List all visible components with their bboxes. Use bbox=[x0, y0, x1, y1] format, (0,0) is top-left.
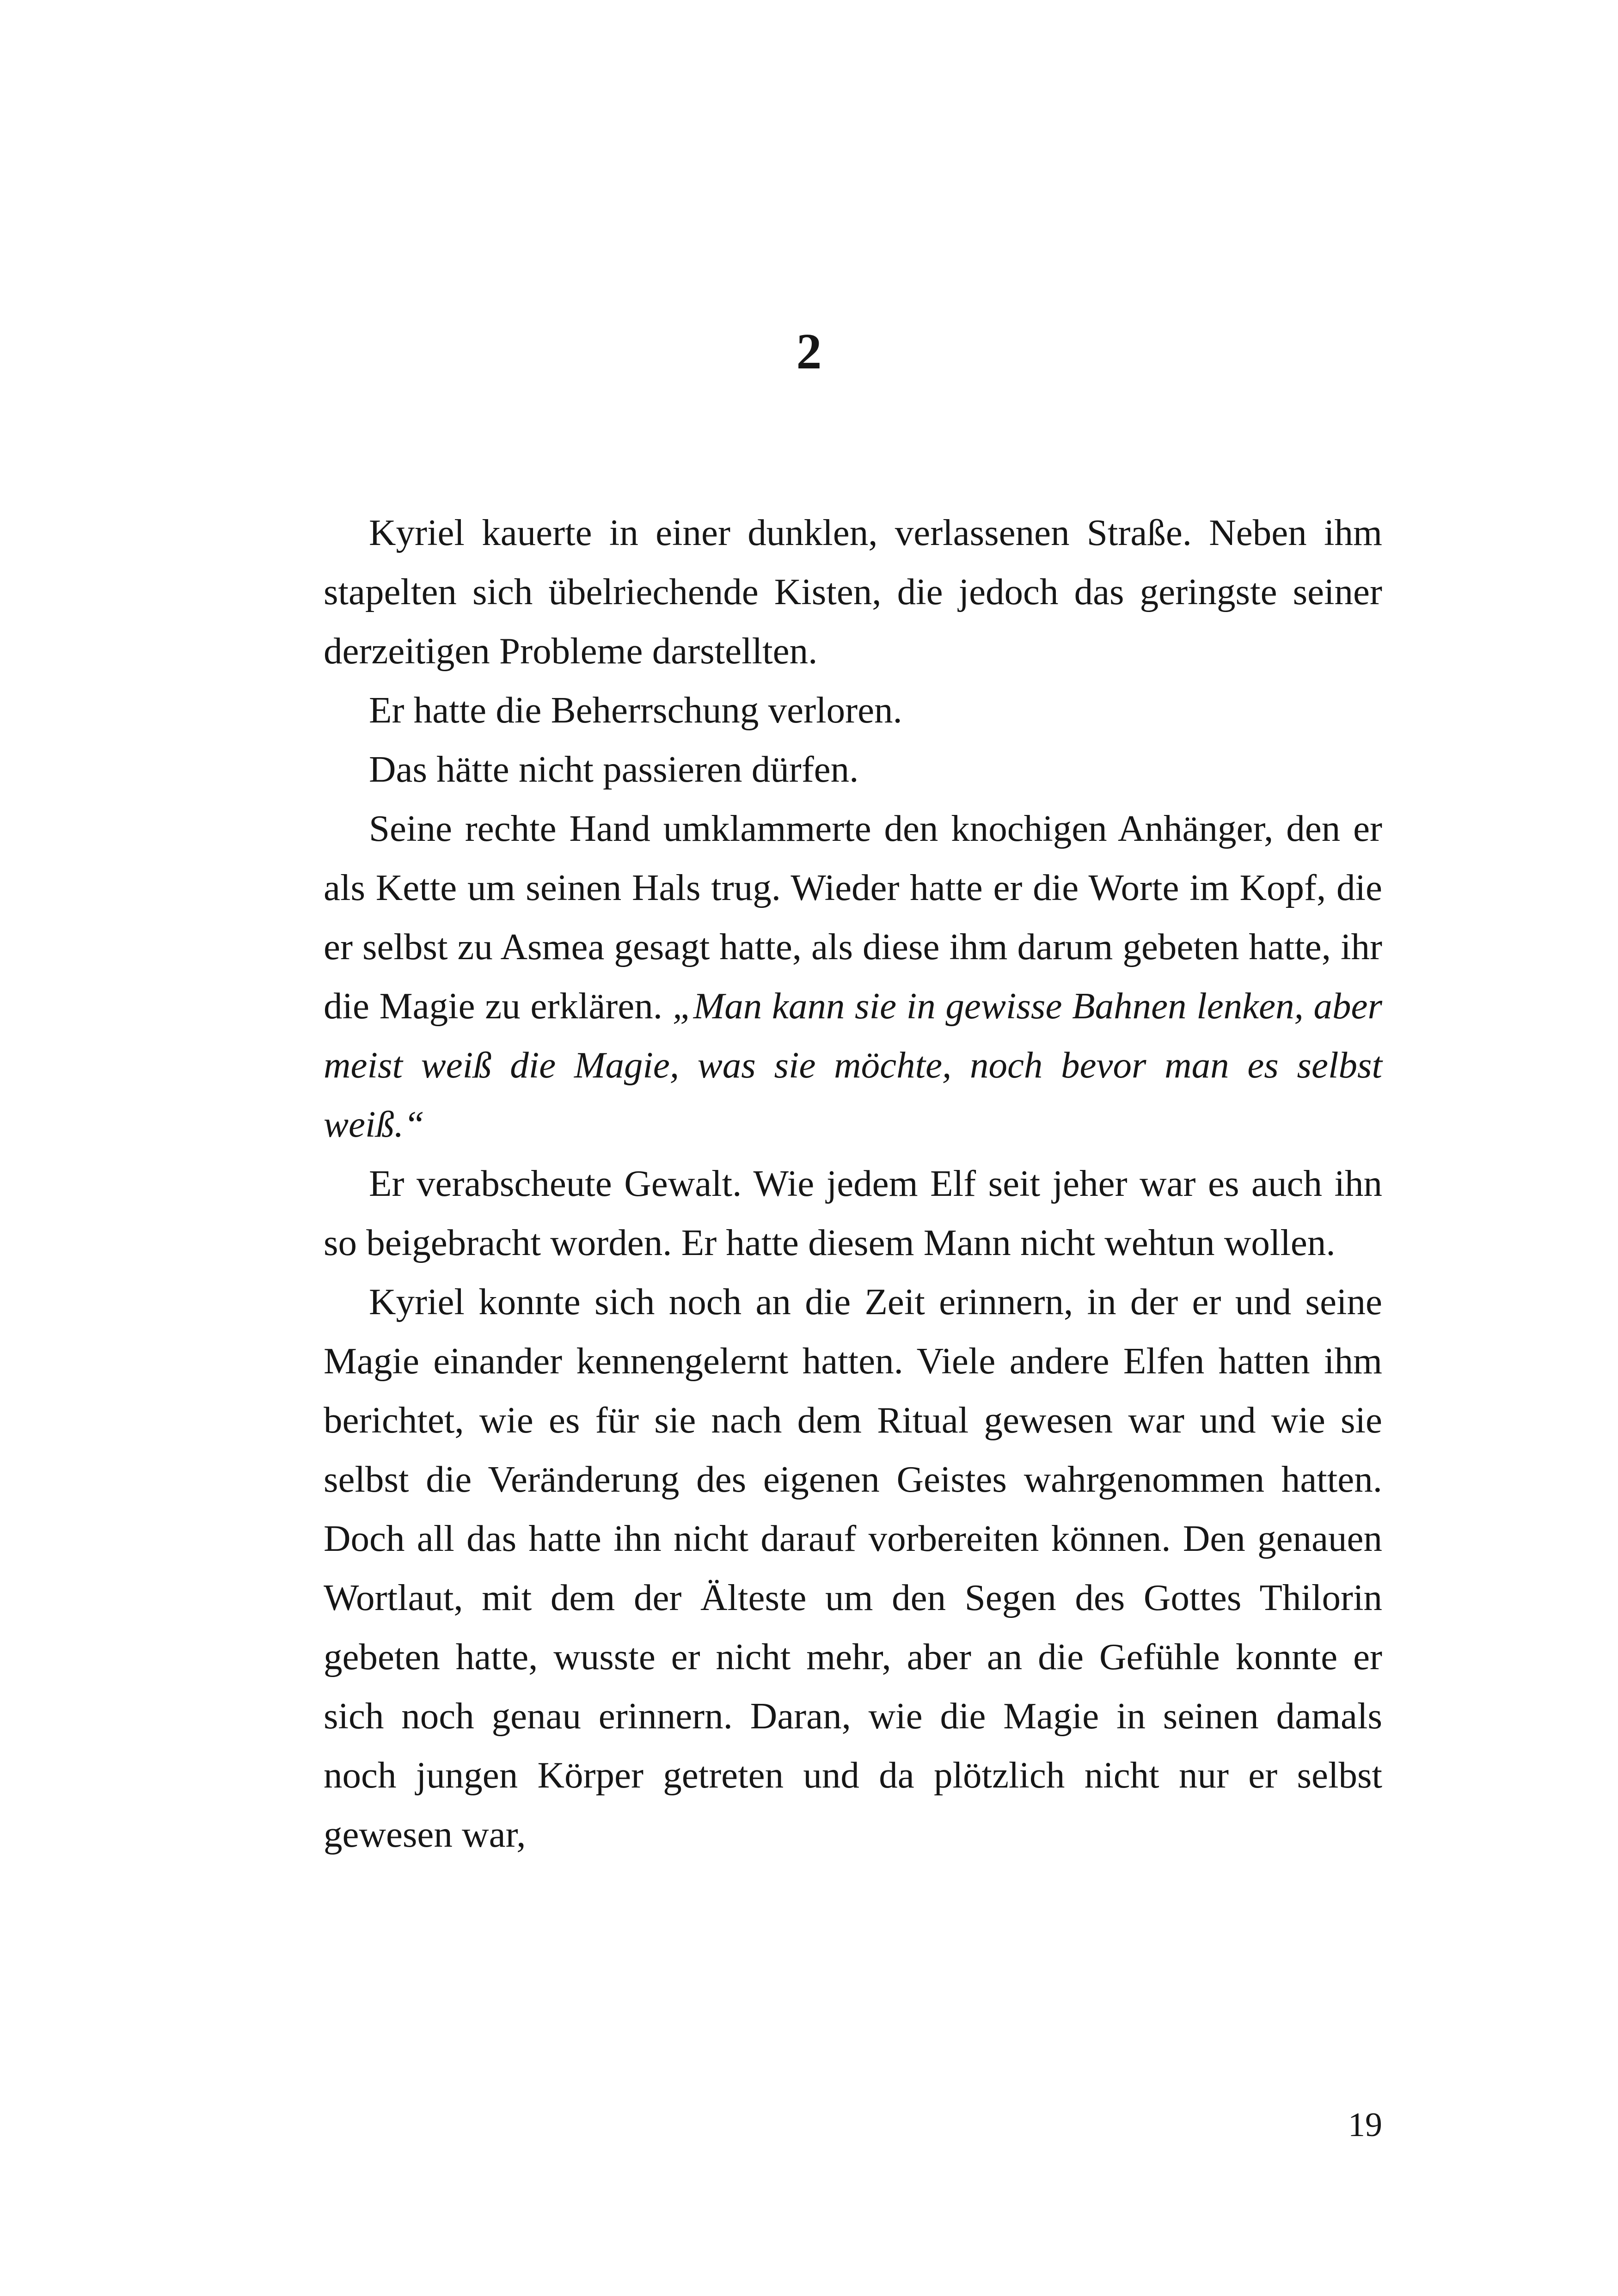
paragraph bbox=[324, 799, 1382, 1154]
paragraph: Er verabscheute Gewalt. Wie jedem Elf seit jeher war es auch ihn so beigebracht worden. Er hatte diesem Mann nicht wehtun wollen. bbox=[324, 1163, 1382, 1263]
paragraph: Er hatte die Beherrschung verloren. bbox=[369, 689, 902, 731]
italic-quote: „Man kann sie in gewisse Bahnen lenken, aber meist weiß die Magie, was sie möchte, noch bevor man es selbst weiß.“ bbox=[324, 985, 1382, 1145]
paragraph-text: Seine rechte Hand umklammerte den knochigen Anhänger, den er als Kette um seinen Hals trug. Wieder hatte er die Worte im Kopf, die er selbst zu Asmea gesagt hatte, als diese ihm darum gebeten hatte, ihr die Magie zu erklären. bbox=[324, 808, 1382, 1027]
chapter-number: 2 bbox=[796, 323, 822, 380]
page-number: 19 bbox=[1348, 2106, 1382, 2144]
paragraph: Kyriel konnte sich noch an die Zeit erinnern, in der er und seine Magie einander kennengelernt hatten. Viele andere Elfen hatten ihm berichtet, wie es für sie nach dem Ritual gewesen war und wie sie selbst die Veränderung des eigenen Geistes wahrgenommen hatten. Doch all das hatte ihn nicht darauf vorbereiten können. Den genauen Wortlaut, mit dem der Älteste um den Segen des Gottes Thilorin gebeten hatte, wusste er nicht mehr, aber an die Gefühle konnte er sich noch genau erinnern. Daran, wie die Magie in seinen damals noch jungen Körper getreten und da plötzlich nicht nur er selbst gewesen war, bbox=[324, 1281, 1382, 1855]
paragraph: Das hätte nicht passieren dürfen. bbox=[369, 748, 859, 790]
chapter-body bbox=[324, 503, 1382, 1864]
paragraph: Kyriel kauerte in einer dunklen, verlassenen Straße. Neben ihm stapelten sich übelriechende Kisten, die jedoch das geringste seiner derzeitigen Probleme darstellten. bbox=[324, 512, 1382, 672]
